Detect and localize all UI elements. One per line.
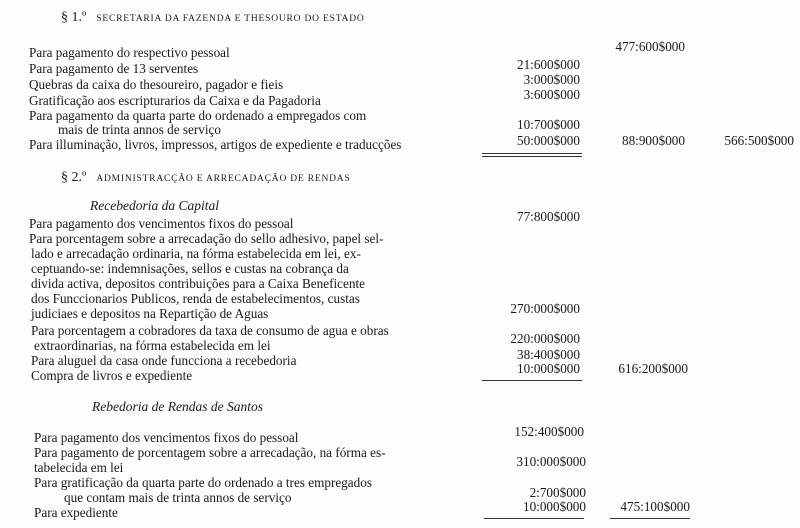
san-value-5: 10:000$000 [522,499,586,514]
cap-line-8: extraordinarias, na fórma estabelecida em lei [34,338,271,353]
cap-value-0: 77:800$000 [516,209,580,224]
santos-rule [484,518,584,519]
s1-line-4: Para pagamento da quarta parte do ordenado a empregados com [29,108,367,123]
s1-line-6: Para illuminação, livros, impressos, artigos de expediente e traducções [29,137,402,152]
s1-grand-total: 566:500$000 [724,133,794,148]
santos-rule-2 [610,518,690,519]
santos-subtotal: 475:100$000 [620,499,690,514]
san-value-0: 152:400$000 [514,424,584,439]
s1-value-2: 3:000$000 [523,72,580,87]
cap-line-3: ceptuando-se: indemnisações, sellos e custas na cobrança da [31,261,349,276]
cap-value-8: 220:000$000 [510,331,580,346]
cap-line-10: Compra de livros e expediente [31,368,193,383]
s1-line-5: mais de trinta annos de serviço [58,122,221,137]
s1-rule [482,153,582,154]
cap-line-1: Para porcentagem sobre a arrecadação do sello adhesivo, papel sel- [29,231,384,246]
section-1-number: § 1.º [61,10,87,25]
cap-rule [482,380,582,381]
s1-line-3: Gratificação aos escripturarios da Caixa e da Pagadoria [29,93,321,108]
s1-total-pessoal: 477:600$000 [615,39,685,54]
section-2-number: § 2.º [61,170,87,185]
cap-line-5: dos Funccionarios Publicos, renda de estabelecimentos, custas [31,291,360,306]
s1-line-0: Para pagamento do respectivo pessoal [29,45,230,60]
section-1-heading [61,11,365,25]
cap-line-0: Para pagamento dos vencimentos fixos do pessoal [29,216,294,231]
s1-value-5: 10:700$000 [516,117,580,132]
s1-line-1: Para pagamento de 13 serventes [29,61,199,76]
s1-value-3: 3:600$000 [523,87,580,102]
capital-heading: Recebedoria da Capital [90,198,219,213]
san-line-0: Para pagamento dos vencimentos fixos do pessoal [34,430,299,445]
cap-line-4: divida activa, depositos contribuições para a Caixa Beneficente [31,276,365,291]
cap-value-6: 270:000$000 [510,301,580,316]
s1-value-6: 50:000$000 [516,133,580,148]
san-line-3: Para gratificação da quarta parte do ordenado a tres empregados [34,475,372,490]
section-2-heading [61,171,351,185]
s1-subtotal: 88:900$000 [621,133,685,148]
s1-line-2: Quebras da caixa do thesoureiro, pagador e fieis [29,77,284,92]
cap-line-7: Para porcentagem a cobradores da taxa de consumo de agua e obras [31,323,389,338]
san-line-5: Para expediente [34,505,118,520]
cap-value-9: 38:400$000 [516,347,580,362]
cap-value-10: 10:000$000 [516,361,580,376]
capital-subtotal: 616:200$000 [618,361,688,376]
cap-line-2: lado e arrecadação ordinaria, na fórma estabelecida em lei, ex- [31,246,361,261]
san-line-1: Para pagamento de porcentagem sobre a arrecadação, na fórma es- [34,445,386,460]
cap-line-6: judiciaes e depositos na Repartição de Aguas [31,306,269,321]
san-value-4: 2:700$000 [529,485,586,500]
san-line-2: tabelecida em lei [34,460,124,475]
s1-value-1: 21:600$000 [516,57,580,72]
santos-heading: Rebedoria de Rendas de Santos [92,399,263,414]
san-value-2: 310:000$000 [516,454,586,469]
section-2-title: ADMINISTRACÇÃO E ARRECADAÇÃO DE RENDAS [96,174,351,184]
section-1-title: SECRETARIA DA FAZENDA E THESOURO DO ESTADO [96,14,365,24]
s1-rule-2 [482,156,582,157]
san-line-4: que contam mais de trinta annos de serviço [64,490,292,505]
cap-line-9: Para aluguel da casa onde funcciona a recebedoria [31,353,297,368]
